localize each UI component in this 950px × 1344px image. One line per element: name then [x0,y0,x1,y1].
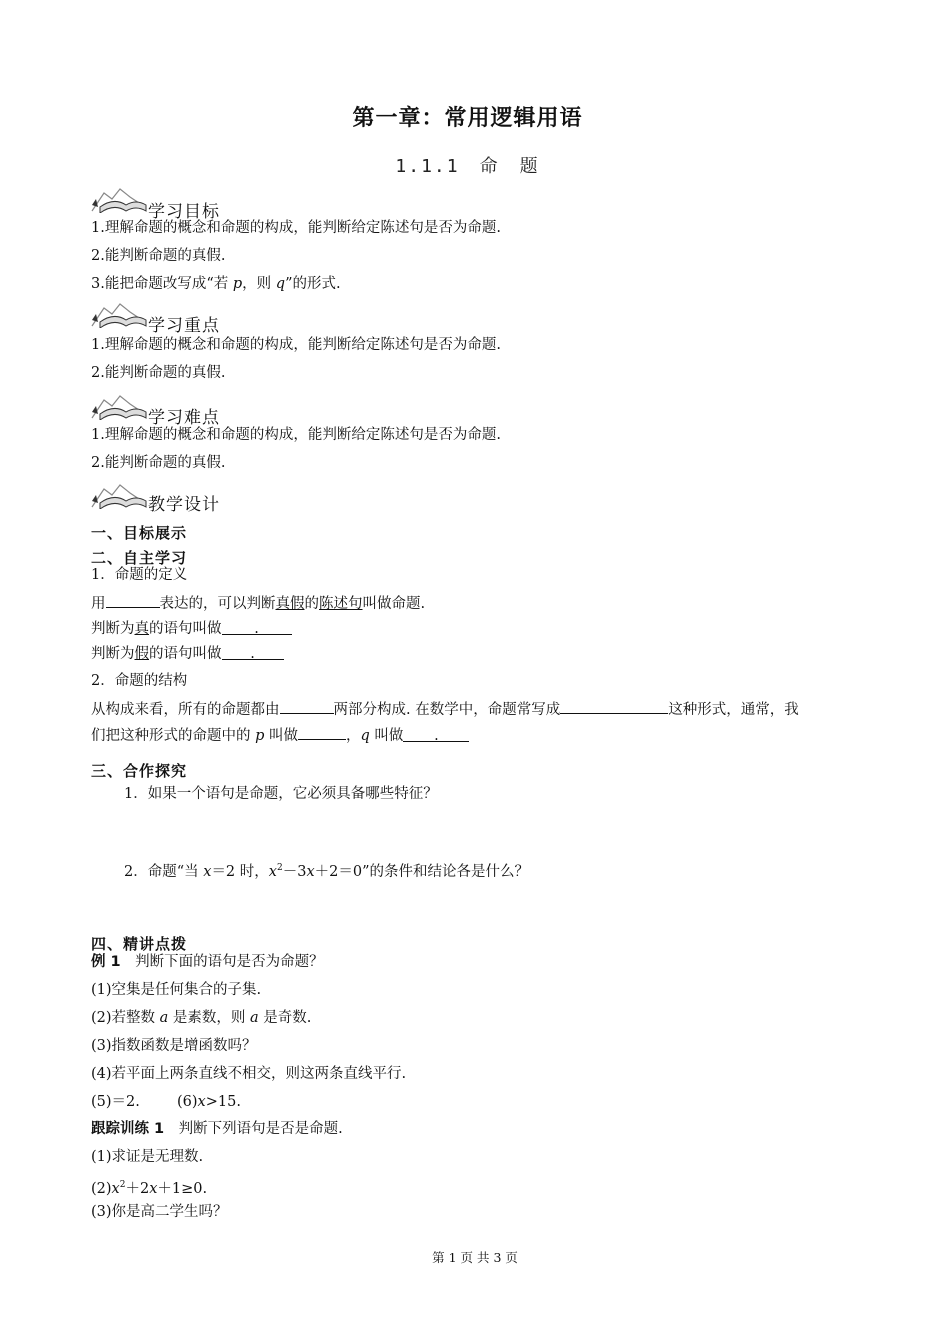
book-icon [90,481,148,509]
section-3-heading: 三、合作探究 [91,762,188,780]
coop-question-1: 1．如果一个语句是命题，它必须具备哪些特征？ [124,786,438,802]
training-1-item-3: (3)你是高二学生吗？ [91,1204,228,1220]
training-1-item-1: (1)求证是无理数. [91,1149,204,1165]
section-4-heading: 四、精讲点拨 [91,935,188,953]
keypoints-header: 学习重点 [148,316,220,336]
book-icon [90,392,148,420]
structure-title: 2．命题的结构 [91,673,188,689]
example-1: 例 1 判断下面的语句是否为命题？ [91,954,324,970]
fill-blank: . [222,644,284,660]
objective-item-1: 1.理解命题的概念和命题的构成，能判断给定陈述句是否为命题. [91,220,501,236]
section-1-heading: 一、目标展示 [91,524,188,542]
coop-question-2: 2．命题“当 x＝2 时，$x^2-3x+2=0$”的条件和结论各是什么？ [124,863,529,880]
definition-title: 1．命题的定义 [91,567,188,583]
fill-blank: . [403,726,469,742]
book-icon [90,300,148,328]
example-1-item-3: (3)指数函数是增函数吗？ [91,1038,257,1054]
definition-line-2: 判断为真的语句叫做 . [91,619,292,639]
training-1-item-2: $(2)x^2+2x+1\ge 0$. [91,1180,208,1197]
keypoint-item-1: 1.理解命题的概念和命题的构成，能判断给定陈述句是否为命题. [91,337,501,353]
objective-item-3: 3.能把命题改写成“若 p，则 q”的形式. [91,276,341,292]
example-1-item-6: (6)x>15. [177,1094,241,1110]
difficulty-item-2: 2.能判断命题的真假. [91,455,226,471]
difficulties-header: 学习难点 [148,408,220,428]
structure-line-2: 们把这种形式的命题中的 p 叫做 ，q 叫做 . [91,724,469,746]
training-1: 跟踪训练 1 判断下列语句是否是命题. [91,1121,343,1137]
example-1-item-4: (4)若平面上两条直线不相交，则这两条直线平行. [91,1066,407,1082]
section-subtitle: 1.1.1 命 题 [395,156,540,177]
objectives-header: 学习目标 [148,202,220,222]
section-2-heading: 二、自主学习 [91,549,188,567]
page-footer: 第 1 页 共 3 页 [432,1250,518,1265]
objective-item-2: 2.能判断命题的真假. [91,248,226,264]
example-1-item-2: (2)若整数 a 是素数，则 a 是奇数. [91,1010,312,1026]
difficulty-item-1: 1.理解命题的概念和命题的构成，能判断给定陈述句是否为命题. [91,427,501,443]
book-icon [90,185,148,213]
page-title: 第一章：常用逻辑用语 [352,106,583,131]
example-1-item-1: (1)空集是任何集合的子集. [91,982,262,998]
structure-line-1: 从构成来看，所有的命题都由 两部分构成. 在数学中，命题常写成 这种形式，通常，我 [91,698,799,720]
fill-blank [280,698,334,714]
keypoint-item-2: 2.能判断命题的真假. [91,365,226,381]
fill-blank [560,698,668,714]
definition-line-1: 用 表达的，可以判断真假的陈述句叫做命题. [91,592,425,614]
fill-blank: . [222,619,292,635]
fill-blank [298,724,346,740]
fill-blank [106,592,160,608]
definition-line-3: 判断为假的语句叫做 . [91,644,284,664]
design-header: 教学设计 [148,495,220,515]
example-1-item-5: (5)＝2. [91,1094,140,1110]
